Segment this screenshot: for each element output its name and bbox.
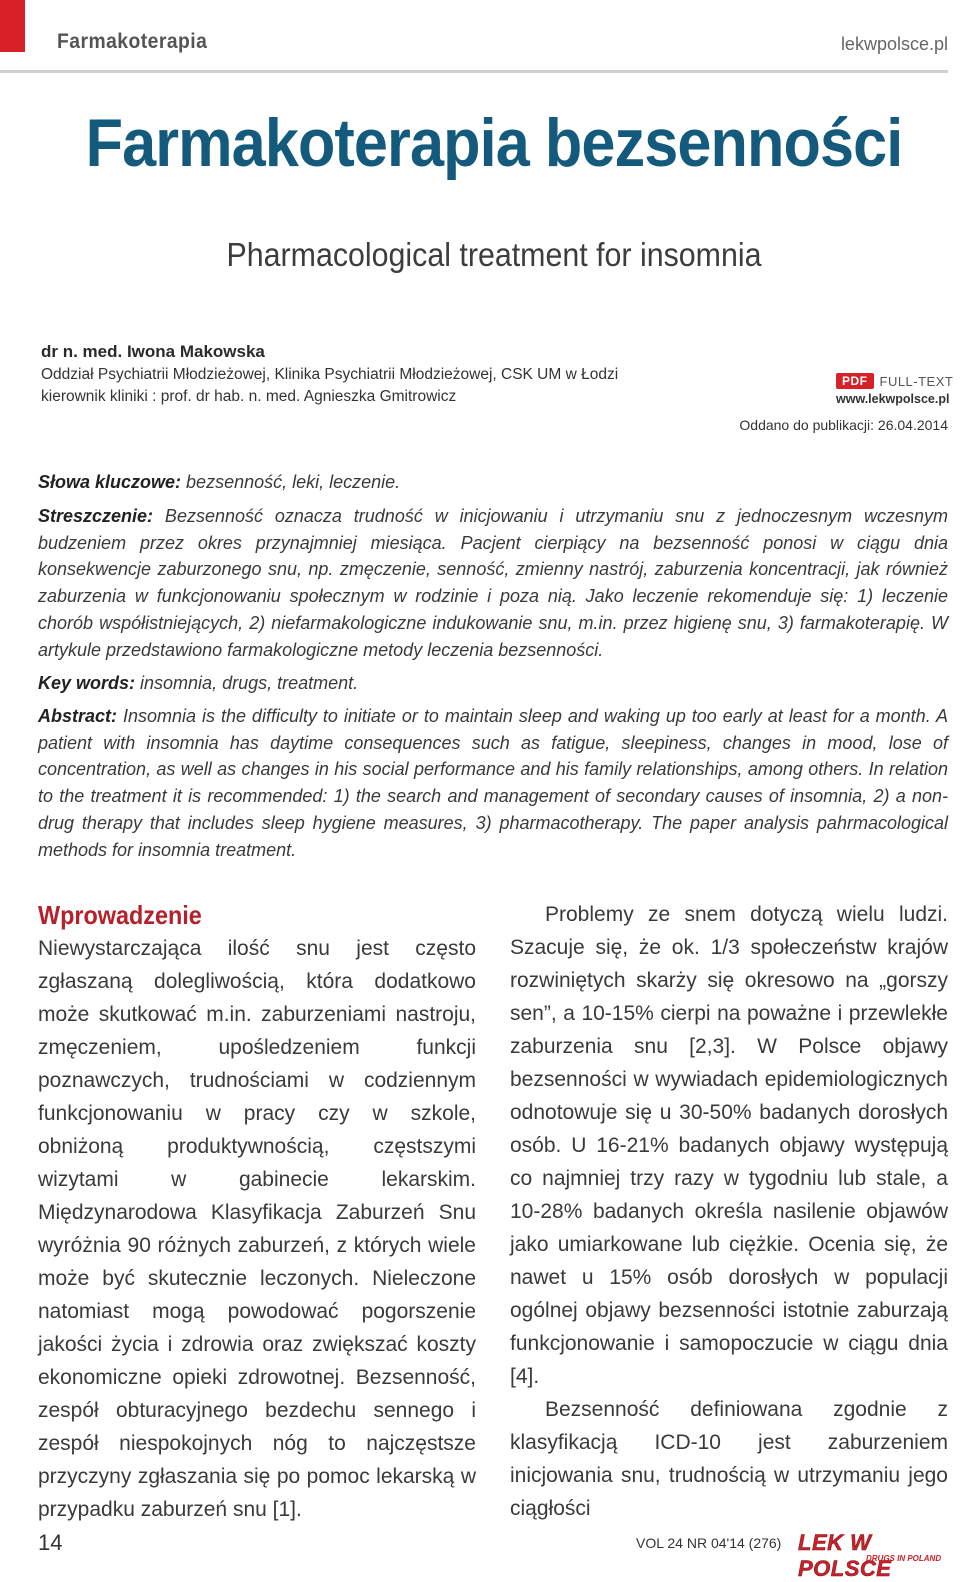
- keywords-pl-text: bezsenność, leki, leczenie.: [181, 472, 401, 492]
- section-name: Farmakoterapia: [57, 30, 208, 53]
- body-paragraph-2: Bezsenność definiowana zgodnie z klasyfikacją ICD-10 jest zaburzeniem inicjowania snu, trudnością w utrzymaniu jego ciągłości: [510, 1398, 948, 1520]
- keywords-en: [38, 670, 948, 697]
- intro-heading: Wprowadzenie: [38, 900, 202, 930]
- abstract-en-label: Abstract:: [38, 706, 118, 726]
- article-title: Farmakoterapia bezsenności: [85, 105, 903, 181]
- pdf-fulltext-badge[interactable]: [836, 373, 953, 389]
- abstract-en: [38, 703, 948, 863]
- abstract-pl-text: Bezsenność oznacza trudność w inicjowaniu i utrzymaniu snu z jednoczesnym wczesnym budzeniem przez okres przynajmniej miesiąca. Pacjent cierpiący na bezsenność ponosi w ciągu dnia konsekwencje zaburzonego snu, np. zmęczenie, senność, zmienny nastrój, zaburzenia koncentracji, jak również zaburzenia w funkcjonowaniu społecznym w rodzinie i poza nią. Jako leczenie rekomenduje się: 1) leczenie chorób współistniejących, 2) niefarmakologiczne indukowanie snu, m.in. przez higienę snu, 3) farmakoterapię. W artykule przedstawiono farmakologiczne metody leczenia bezsenności.: [38, 506, 948, 660]
- page-number: 14: [38, 1530, 63, 1555]
- author-affiliation: Oddział Psychiatrii Młodzieżowej, Klinika Psychiatrii Młodzieżowej, CSK UM w Łodzi: [41, 366, 619, 383]
- abstract-en-text: Insomnia is the difficulty to initiate or to maintain sleep and waking up too early at least for a month. A patient with insomnia has daytime consequences such as fatigue, sleepiness, changes in mood, lose of concentration, as well as changes in his social performance and his family relationships, among others. In relation to the treatment it is recommended: 1) the search and management of secondary causes of insomnia, 2) a non-drug therapy that includes sleep hygiene measures, 3) pharmacotherapy. The paper analysis pahrmacological methods for insomnia treatment.: [38, 706, 948, 860]
- header-accent-bar: [0, 0, 25, 52]
- journal-logo: LEK W POLSCE: [798, 1530, 892, 1581]
- journal-url-link[interactable]: www.lekwpolsce.pl: [836, 392, 950, 406]
- keywords-en-label: Key words:: [38, 673, 136, 693]
- author-name: dr n. med. Iwona Makowska: [41, 342, 265, 361]
- keywords-pl: [38, 469, 948, 496]
- body-column-left: [38, 898, 476, 1526]
- journal-volume: VOL 24 NR 04'14 (276): [636, 1535, 782, 1551]
- submission-date: Oddano do publikacji: 26.04.2014: [739, 417, 948, 433]
- body-paragraph-1: Problemy ze snem dotyczą wielu ludzi. Szacuje się, że ok. 1/3 społeczeństw krajów rozwiniętych skarży się okresowo na „gorszy sen”, a 10-15% cierpi na poważne i przewlekłe zaburzenia snu [2,3]. W Polsce objawy bezsenności w wywiadach epidemiologicznych odnotowuje się u 30-50% badanych dorosłych osób. U 16-21% badanych objawy występują co najmniej trzy razy w tygodniu lub stale, a 10-28% badanych określa nasilenie objawów jako umiarkowane lub ciężkie. Ocenia się, że nawet u 15% osób dorosłych w populacji ogólnej objawy bezsenności istotnie zaburzają funkcjonowanie i samopoczucie w ciągu dnia [4].: [510, 903, 948, 1388]
- body-column-right: [510, 898, 948, 1525]
- abstract-pl-label: Streszczenie:: [38, 506, 154, 526]
- abstract-pl: [38, 503, 948, 663]
- keywords-pl-label: Słowa kluczowe:: [38, 472, 182, 492]
- pdf-icon: PDF: [836, 373, 874, 389]
- keywords-en-text: insomnia, drugs, treatment.: [135, 673, 359, 693]
- fulltext-label: FULL-TEXT: [879, 373, 954, 389]
- article-subtitle: Pharmacological treatment for insomnia: [226, 236, 762, 273]
- header-divider: [0, 70, 948, 73]
- header-site-link[interactable]: lekwpolsce.pl: [840, 34, 948, 54]
- author-supervisor: kierownik kliniki : prof. dr hab. n. med. Agnieszka Gmitrowicz: [41, 388, 457, 405]
- journal-logo-subtitle: DRUGS IN POLAND: [866, 1554, 942, 1563]
- intro-paragraph: Niewystarczająca ilość snu jest często zgłaszaną dolegliwością, która dodatkowo może skutkować m.in. zaburzeniami nastroju, zmęczeniem, upośledzeniem funkcji poznawczych, trudnościami w codziennym funkcjonowaniu w pracy czy w szkole, obniżoną produktywnością, częstszymi wizytami w gabinecie lekarskim. Międzynarodowa Klasyfikacja Zaburzeń Snu wyróżnia 90 różnych zaburzeń, z których wiele może być skutecznie leczonych. Nieleczone natomiast mogą powodować pogorszenie jakości życia i zdrowia oraz zwiększać koszty ekonomiczne opieki zdrowotnej. Bezsenność, zespół obturacyjnego bezdechu sennego i zespół niespokojnych nóg to najczęstsze przyczyny zgłaszania się po pomoc lekarską w przypadku zaburzeń snu [1].: [38, 937, 476, 1521]
